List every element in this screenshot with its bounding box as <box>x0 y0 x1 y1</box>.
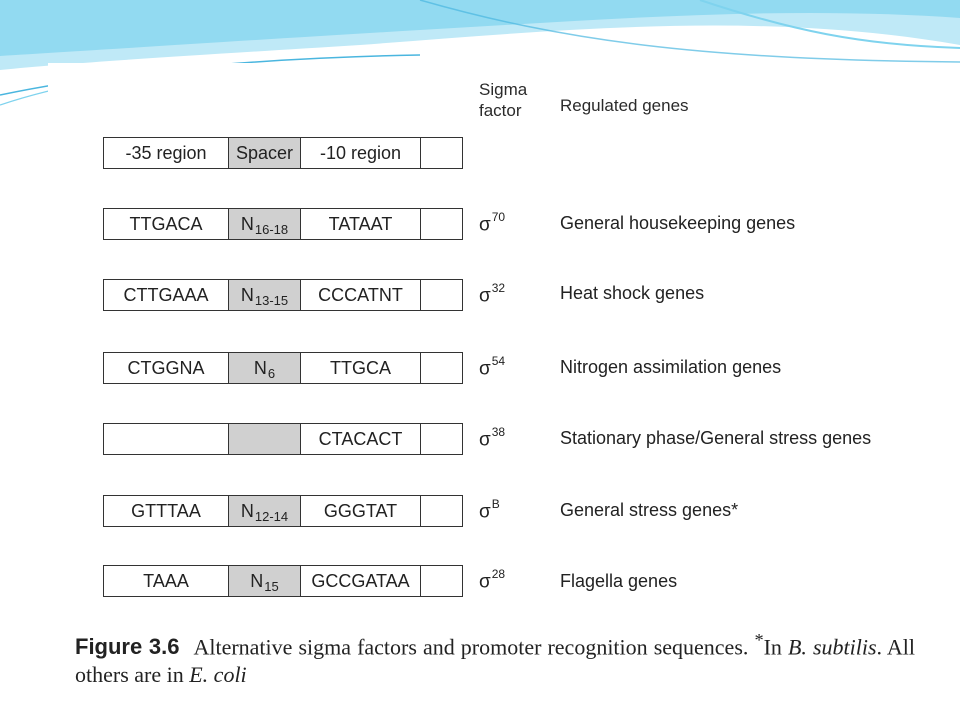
transcription-start-box <box>421 208 463 240</box>
promoter-row <box>103 279 463 311</box>
header-regulated-genes: Regulated genes <box>560 96 689 115</box>
transcription-start-box <box>421 495 463 527</box>
sigma-factor: $\sigma^{54}$ <box>479 354 506 380</box>
minus10-region-label: -10 region <box>301 137 421 169</box>
minus10-sequence: GGGTAT <box>301 495 421 527</box>
spacer-length: N 15 <box>229 565 301 597</box>
minus35-sequence: TTGACA <box>103 208 229 240</box>
regulated-genes: Stationary phase/General stress genes <box>560 428 872 448</box>
sigma-factor: $\sigma^{28}$ <box>479 567 506 593</box>
spacer-length: N 16-18 <box>229 208 301 240</box>
sigma-factor: $\sigma^{70}$ <box>479 210 506 236</box>
minus35-sequence: CTTGAAA <box>103 279 229 311</box>
minus35-sequence: TAAA <box>103 565 229 597</box>
caption-text: In <box>763 634 788 660</box>
caption-species-e-coli: E. coli <box>189 662 247 688</box>
spacer-length: N 13-15 <box>229 279 301 311</box>
spacer-label: Spacer <box>229 137 301 169</box>
spacer-length: N 12-14 <box>229 495 301 527</box>
transcription-start-box <box>421 352 463 384</box>
sigma-factor: $\sigma^B$ <box>479 497 500 523</box>
transcription-start-box <box>421 565 463 597</box>
promoter-row <box>103 565 463 597</box>
regulated-genes: General housekeeping genes <box>560 213 796 233</box>
regulated-genes: Flagella genes <box>560 571 678 591</box>
minus35-region-label: -35 region <box>103 137 229 169</box>
minus10-sequence: TATAAT <box>301 208 421 240</box>
promoter-template-row <box>103 137 463 169</box>
minus10-sequence: CCCATNT <box>301 279 421 311</box>
caption-text: . All others are in <box>75 634 915 688</box>
spacer-length: N 6 <box>229 352 301 384</box>
promoter-row <box>103 208 463 240</box>
regulated-genes: General stress genes* <box>560 500 739 520</box>
promoter-row <box>103 352 463 384</box>
spacer-length <box>229 423 301 455</box>
regulated-genes: Heat shock genes <box>560 283 705 303</box>
promoter-row <box>103 423 463 455</box>
figure-caption <box>75 626 915 689</box>
figure-label: Figure 3.6 <box>75 634 180 660</box>
caption-text: Alternative sigma factors and promoter recognition sequences. <box>193 634 755 660</box>
minus10-sequence: GCCGATAA <box>301 565 421 597</box>
transcription-start-box <box>421 137 463 169</box>
transcription-start-box <box>421 423 463 455</box>
minus10-sequence: TTGCA <box>301 352 421 384</box>
minus35-sequence <box>103 423 229 455</box>
regulated-genes: Nitrogen assimilation genes <box>560 357 782 377</box>
sigma-factor: $\sigma^{32}$ <box>479 281 506 307</box>
minus35-sequence: CTGGNA <box>103 352 229 384</box>
minus10-sequence: CTACACT <box>301 423 421 455</box>
minus35-sequence: GTTTAA <box>103 495 229 527</box>
promoter-row <box>103 495 463 527</box>
header-sigma-factor: Sigma factor <box>479 80 528 120</box>
caption-species-b-subtilis: B. subtilis <box>787 634 877 660</box>
caption-footnote-star: * <box>754 630 764 650</box>
figure-panel <box>48 63 918 687</box>
sigma-factor: $\sigma^{38}$ <box>479 425 506 451</box>
transcription-start-box <box>421 279 463 311</box>
